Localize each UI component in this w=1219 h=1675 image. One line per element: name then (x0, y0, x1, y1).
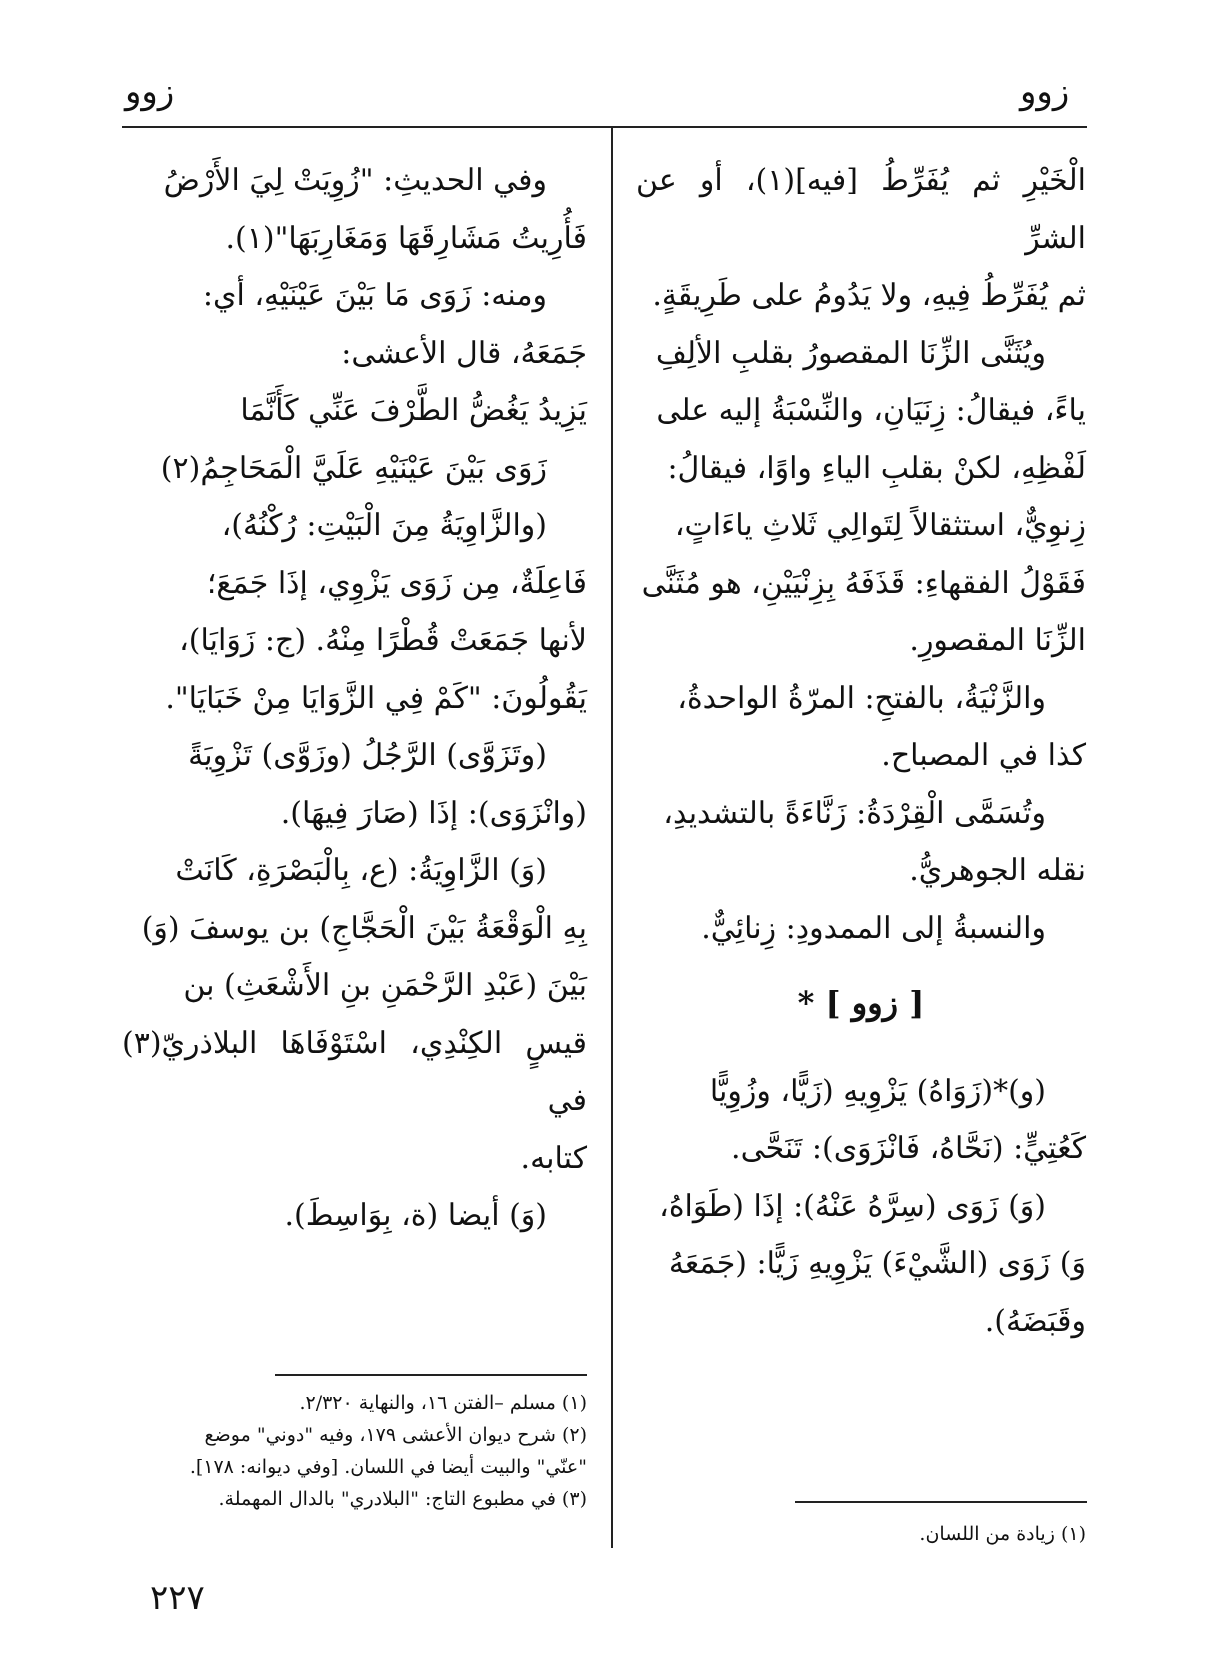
text-line: لَفْظِهِ، لكنْ بقلبِ الياءِ واوًا، فيقالُ: (667, 450, 1086, 486)
footnote: (٣) في مطبوع التاج: "البلادري" بالدال المهملة. (218, 1488, 587, 1510)
column-divider (611, 126, 613, 1548)
text-line: (والزَّاوِيَةُ مِنَ الْبَيْتِ: رُكْنُهُ)، (221, 508, 547, 543)
text-line: الْخَيْرِ ثم يُفَرِّطُ [فيه](١)، أو عن الشرِّ (636, 163, 1086, 256)
running-header-right: زوو (1020, 72, 1070, 112)
text-line: وقَبَضَهُ). (984, 1303, 1086, 1339)
footnote: (٢) شرح ديوان الأعشى ١٧٩، وفيه "دوني" موضع (204, 1424, 587, 1446)
text-line: لأنها جَمَعَتْ قُطْرًا مِنْهُ. (ج: زَوَايَا)، (179, 623, 587, 658)
text-line: والنسبةُ إلى الممدودِ: زِنائِيٌّ. (701, 910, 1046, 946)
verse-line: زَوَى بَيْنَ عَيْنَيْهِ عَلَيَّ الْمَحَاجِمُ(٢) (160, 450, 547, 486)
text-line: كَعُتِيٍّ: (نَحَّاهُ، فَانْزَوَى): تَنَحَّى. (731, 1131, 1086, 1166)
text-line: كتابه. (520, 1140, 587, 1176)
text-line: ياءً، فيقالُ: زِنَيَانِ، والنِّسْبَةُ إليه على (656, 393, 1086, 428)
text-line: الزِّنَا المقصورِ. (909, 623, 1086, 658)
text-line: (و)*(زَوَاهُ) يَزْوِيهِ (زَيًّا، وزُوِيًّا (709, 1073, 1046, 1109)
text-line: يَقُولُونَ: "كَمْ فِي الزَّوَايَا مِنْ خَبَايَا". (165, 680, 587, 716)
text-line: جَمَعَهُ، قال الأعشى: (341, 335, 587, 371)
verse-line: يَزِيدُ يَغُضُّ الطَّرْفَ عَنِّي كَأَنَّمَا (240, 393, 587, 428)
text-line: بَيْنَ (عَبْدِ الرَّحْمَنِ بنِ الأَشْعَثِ) بن (183, 968, 587, 1003)
footnotes-left (122, 1387, 587, 1515)
text-line: (وتَزَوَّى) الرَّجُلُ (وزَوَّى) تَزْوِيَةً (188, 738, 547, 773)
text-line: ثم يُفَرِّطُ فِيهِ، ولا يَدُومُ على طَرِيقَةٍ. (652, 278, 1086, 313)
text-line: (وانْزَوَى): إذَا (صَارَ فِيهَا). (280, 795, 587, 831)
footnote: "عنّي" والبيت أيضا في اللسان. [وفي ديوانه: ١٧٨]. (189, 1456, 587, 1478)
text-line: وَ) زَوَى (الشَّيْءَ) يَزْوِيهِ زَيًّا: (جَمَعَهُ (668, 1246, 1086, 1281)
text-line: فَأُرِيتُ مَشَارِقَهَا وَمَغَارِبَهَا"(١). (225, 220, 587, 256)
text-line: فَقَوْلُ الفقهاءِ: قَذَفَهُ بِزِنْيَيْنِ، هو مُثَنَّى (641, 565, 1086, 601)
page-number: ٢٢٧ (150, 1578, 205, 1618)
text-line: قيسٍ الكِنْدِي، اسْتَوْفَاهَا البلاذريّ(٣) في (122, 1025, 587, 1118)
text-line: نقله الجوهريُّ. (909, 853, 1086, 888)
left-column (122, 152, 587, 1245)
entry-heading: [ زوو ] * (797, 984, 925, 1022)
text-line: وفي الحديثِ: "زُوِيَتْ لِيَ الأَرْضُ (163, 163, 547, 198)
text-line: ومنه: زَوَى مَا بَيْنَ عَيْنَيْهِ، أي: (202, 278, 547, 313)
running-header-left: زوو (125, 72, 175, 112)
text-line: (وَ) زَوَى (سِرَّهُ عَنْهُ): إذَا (طَوَاهُ، (659, 1188, 1046, 1224)
text-line: وتُسَمَّى الْقِرْدَةُ: زَنَّاءَةً بالتشديدِ، (663, 795, 1046, 831)
text-line: فَاعِلَةٌ، مِن زَوَى يَزْوِي، إذَا جَمَعَ؛ (206, 565, 587, 601)
right-column (636, 152, 1086, 1350)
text-line: كذا في المصباح. (881, 738, 1086, 773)
footnote-rule-left (275, 1374, 587, 1376)
header-rule (122, 126, 1087, 128)
footnote: (١) زيادة من اللسان. (919, 1523, 1086, 1545)
footnote-rule-right (795, 1501, 1087, 1503)
footnotes-right (636, 1518, 1086, 1550)
text-line: (وَ) أيضا (ة، بِوَاسِطَ). (284, 1198, 547, 1233)
text-line: بِهِ الْوَقْعَةُ بَيْنَ الْحَجَّاجِ) بن يوسفَ (وَ) (141, 910, 587, 946)
text-line: ويُثَنَّى الزِّنَا المقصورُ بقلبِ الألِفِ (655, 335, 1046, 371)
text-line: والزَّنْيَةُ، بالفتحِ: المرّةُ الواحدةُ، (677, 680, 1046, 716)
text-line: زِنوِيٌّ، استثقالاً لِتَوالِي ثَلاثِ ياءَاتٍ، (674, 508, 1086, 543)
text-line: (وَ) الزَّاوِيَةُ: (ع، بِالْبَصْرَةِ، كَانَتْ (175, 853, 547, 888)
footnote: (١) مسلم –الفتن ١٦، والنهاية ٢/٣٢٠. (299, 1392, 587, 1414)
